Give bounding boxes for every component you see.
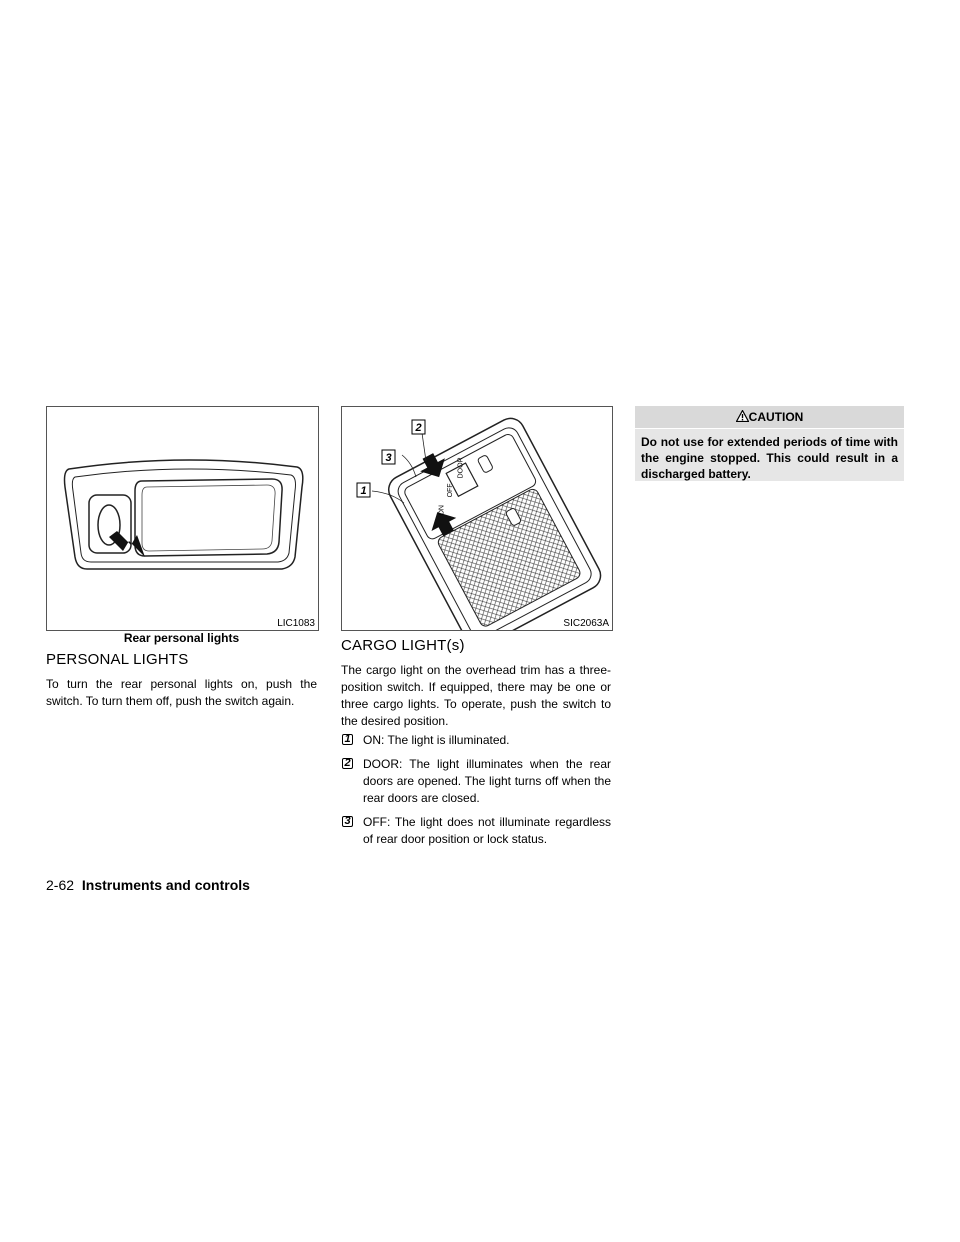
cargo-light-item-door (341, 756, 611, 807)
personal-lights-heading: PERSONAL LIGHTS (46, 651, 189, 668)
item-number: 2 (341, 757, 354, 770)
cargo-light-figure (341, 406, 613, 631)
warning-icon (736, 410, 749, 422)
cargo-light-illustration (342, 407, 612, 630)
item-number: 1 (341, 733, 354, 746)
item-text: ON: The light is illuminated. (363, 733, 510, 747)
figure-caption: Rear personal lights (123, 631, 240, 645)
item-text: OFF: The light does not illuminate regardless of rear door position or lock status. (363, 815, 611, 846)
callout-1 (357, 483, 370, 497)
personal-lights-paragraph: To turn the rear personal lights on, push the switch. To turn them off, push the switch again. (46, 677, 317, 708)
page-footer (46, 877, 250, 893)
caution-title: CAUTION (748, 410, 804, 424)
callout-3 (382, 450, 395, 464)
page-number: 2-62 (46, 877, 75, 893)
svg-text:1: 1 (360, 485, 367, 497)
switch-label-off: OFF (447, 483, 455, 498)
rear-personal-lights-figure (46, 406, 319, 631)
figure-code: LIC1083 (277, 618, 315, 629)
cargo-light-heading: CARGO LIGHT(s) (341, 637, 465, 654)
svg-text:3: 3 (385, 452, 392, 464)
switch-label-on: ON (438, 505, 446, 516)
rear-personal-light-illustration (47, 407, 318, 630)
cargo-light-item-off (341, 814, 611, 848)
callout-2 (412, 420, 425, 434)
item-text: DOOR: The light illuminates when the rear doors are opened. The light turns off when the rear doors are closed. (363, 757, 611, 805)
figure-code: SIC2063A (563, 618, 609, 629)
section-title: Instruments and controls (81, 877, 250, 893)
caution-text: Do not use for extended periods of time with the engine stopped. This could result in a discharged battery. (635, 429, 904, 481)
svg-text:2: 2 (415, 422, 422, 434)
item-number: 3 (341, 815, 354, 828)
cargo-light-paragraph: The cargo light on the overhead trim has a three-position switch. If equipped, there may be one or three cargo lights. To operate, push the switch to the desired position. (341, 663, 611, 728)
switch-label-door: DOOR (457, 457, 465, 479)
caution-header (635, 406, 904, 428)
